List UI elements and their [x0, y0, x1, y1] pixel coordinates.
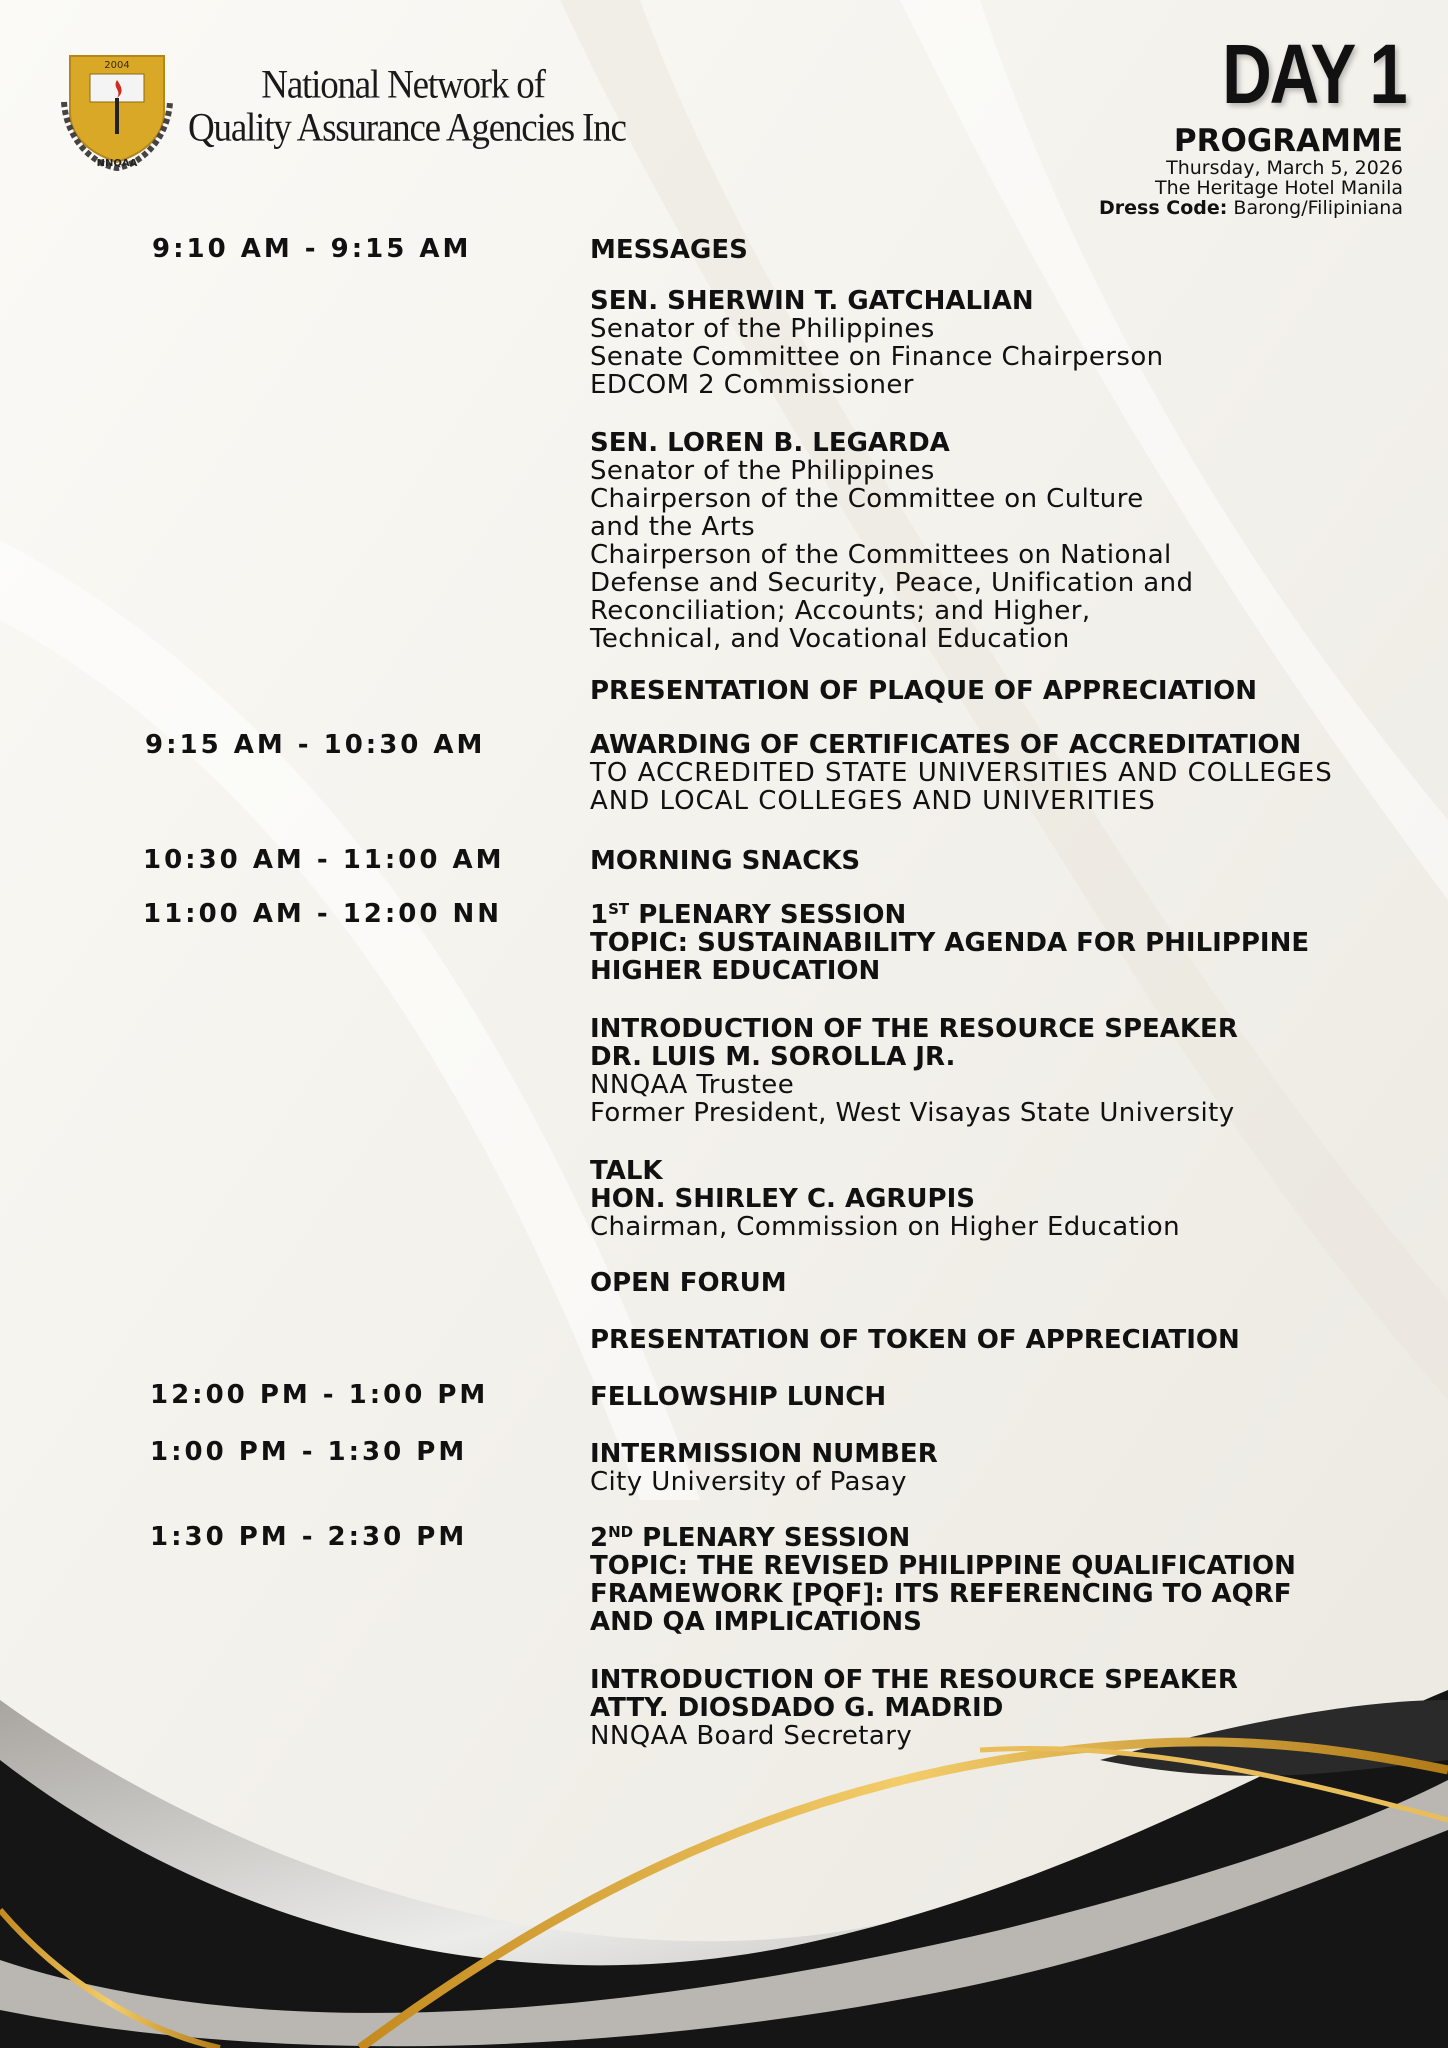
speaker-role: Chairperson of the Committees on National	[590, 540, 1172, 570]
ordinal-number: 2	[590, 1523, 609, 1553]
token-label: PRESENTATION OF TOKEN OF APPRECIATION	[590, 1325, 1240, 1355]
ordinal-suffix: ND	[608, 1523, 634, 1541]
speaker-role: Technical, and Vocational Education	[590, 624, 1070, 654]
speaker-role: Reconciliation; Accounts; and Higher,	[590, 596, 1091, 626]
plenary-topic: TOPIC: SUSTAINABILITY AGENDA FOR PHILIPPINE	[590, 928, 1310, 958]
dress-code-label: Dress Code:	[1099, 197, 1228, 219]
lunch-item	[590, 1383, 1390, 1411]
speaker-legarda	[590, 429, 1390, 653]
organization-name	[188, 62, 626, 151]
speaker-name: DR. LUIS M. SOROLLA JR.	[590, 1042, 956, 1072]
ordinal-number: 1	[590, 900, 609, 930]
speaker-role: NNQAA Board Secretary	[590, 1721, 913, 1751]
event-venue: The Heritage Hotel Manila	[1155, 177, 1403, 199]
day-title: DAY 1	[1221, 27, 1405, 121]
logo-year-text: 2004	[104, 60, 130, 71]
snacks-item	[590, 847, 1390, 875]
event-date: Thursday, March 5, 2026	[1166, 157, 1403, 179]
ordinal-suffix: ST	[608, 900, 630, 918]
plenary-topic: TOPIC: THE REVISED PHILIPPINE QUALIFICATION	[590, 1551, 1296, 1581]
awarding-title: AWARDING OF CERTIFICATES OF ACCREDITATION	[590, 730, 1302, 760]
time-slot-2: 9:15 AM - 10:30 AM	[145, 730, 486, 760]
awarding-detail: TO ACCREDITED STATE UNIVERSITIES AND COLLEGES	[590, 758, 1333, 788]
dress-code	[1099, 198, 1403, 218]
messages-heading	[590, 236, 1390, 264]
plenary-topic: AND QA IMPLICATIONS	[590, 1607, 922, 1637]
speaker-role: and the Arts	[590, 512, 756, 542]
plenary-topic: FRAMEWORK [PQF]: ITS REFERENCING TO AQRF	[590, 1579, 1292, 1609]
awarding-detail: AND LOCAL COLLEGES AND UNIVERITIES	[590, 786, 1156, 816]
time-slot-5: 12:00 PM - 1:00 PM	[150, 1380, 489, 1410]
nnqaa-logo	[46, 42, 188, 174]
token-item	[590, 1326, 1390, 1354]
speaker-name: SEN. SHERWIN T. GATCHALIAN	[590, 286, 1034, 316]
plenary-1-item	[590, 901, 1390, 985]
plenary-1-title	[590, 901, 1390, 929]
plaque-item	[590, 677, 1390, 705]
org-name-line1: National Network of	[261, 62, 545, 108]
speaker-role: NNQAA Trustee	[590, 1070, 795, 1100]
plenary-label: PLENARY SESSION	[633, 1523, 911, 1553]
plenary-topic: HIGHER EDUCATION	[590, 956, 881, 986]
awarding-item	[590, 731, 1390, 815]
time-slot-6: 1:00 PM - 1:30 PM	[150, 1437, 468, 1467]
programme-title: PROGRAMME	[1173, 123, 1403, 159]
plenary-label: PLENARY SESSION	[629, 900, 907, 930]
time-slot-4: 11:00 AM - 12:00 NN	[143, 899, 503, 929]
plaque-label: PRESENTATION OF PLAQUE OF APPRECIATION	[590, 676, 1257, 706]
speaker-name: ATTY. DIOSDADO G. MADRID	[590, 1693, 1004, 1723]
open-forum-label: OPEN FORUM	[590, 1268, 787, 1298]
dress-code-value: Barong/Filipiniana	[1233, 197, 1403, 219]
talk-item	[590, 1157, 1390, 1241]
event-meta	[1099, 158, 1403, 218]
speaker-gatchalian	[590, 287, 1390, 399]
plenary-2-title	[590, 1524, 1390, 1552]
speaker-name: SEN. LOREN B. LEGARDA	[590, 428, 950, 458]
intro-speaker-2	[590, 1666, 1390, 1750]
logo-acronym-text: NNQAA	[96, 158, 138, 169]
snacks-label: MORNING SNACKS	[590, 846, 861, 876]
intro-title: INTRODUCTION OF THE RESOURCE SPEAKER	[590, 1014, 1238, 1044]
time-slot-7: 1:30 PM - 2:30 PM	[150, 1522, 468, 1552]
messages-label: MESSAGES	[590, 235, 748, 265]
speaker-role: Senate Committee on Finance Chairperson	[590, 342, 1164, 372]
talk-title: TALK	[590, 1156, 663, 1186]
lunch-label: FELLOWSHIP LUNCH	[590, 1382, 887, 1412]
time-slot-3: 10:30 AM - 11:00 AM	[143, 845, 505, 875]
time-slot-1: 9:10 AM - 9:15 AM	[152, 234, 472, 264]
speaker-role: Chairman, Commission on Higher Education	[590, 1212, 1180, 1242]
speaker-name: HON. SHIRLEY C. AGRUPIS	[590, 1184, 975, 1214]
speaker-role: Senator of the Philippines	[590, 314, 935, 344]
intermission-title: INTERMISSION NUMBER	[590, 1439, 938, 1469]
speaker-role: EDCOM 2 Commissioner	[590, 370, 914, 400]
speaker-role: Senator of the Philippines	[590, 456, 935, 486]
intermission-item	[590, 1440, 1390, 1496]
plenary-2-item	[590, 1524, 1390, 1636]
intermission-performer: City University of Pasay	[590, 1467, 907, 1497]
speaker-role: Former President, West Visayas State University	[590, 1098, 1235, 1128]
intro-speaker-1	[590, 1015, 1390, 1127]
speaker-role: Defense and Security, Peace, Unification and	[590, 568, 1194, 598]
intro-title: INTRODUCTION OF THE RESOURCE SPEAKER	[590, 1665, 1238, 1695]
org-name-line2: Quality Assurance Agencies Inc	[188, 106, 626, 151]
open-forum-item	[590, 1269, 1390, 1297]
speaker-role: Chairperson of the Committee on Culture	[590, 484, 1144, 514]
